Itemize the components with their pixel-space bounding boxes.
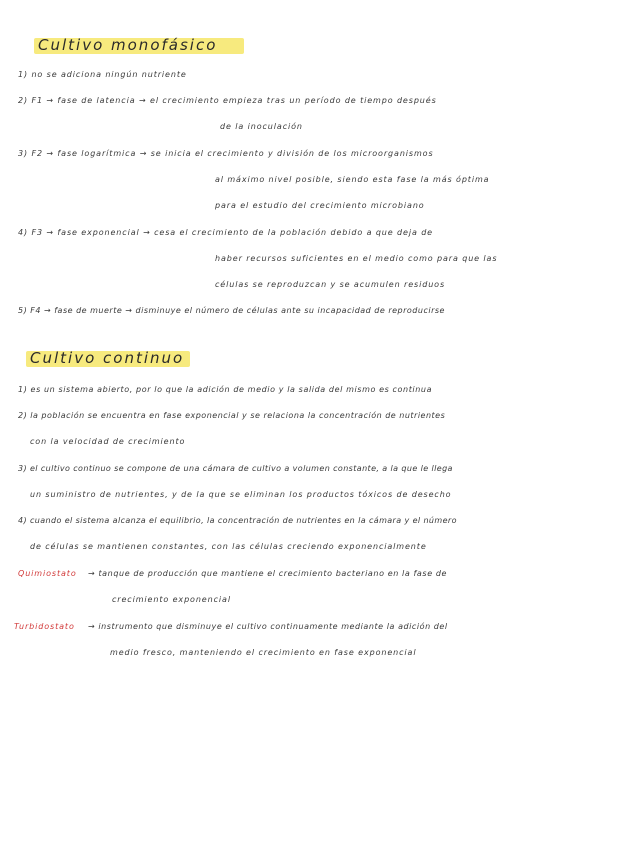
list-item: con la velocidad de crecimiento	[30, 437, 186, 446]
list-item: 4) F3 → fase exponencial → cesa el crecimiento de la población debido a que deja de	[18, 228, 434, 237]
definition-line: → tanque de producción que mantiene el crecimiento bacteriano en la fase de	[88, 569, 448, 578]
list-item: al máximo nivel posible, siendo esta fase la más óptima	[215, 175, 490, 184]
list-item: para el estudio del crecimiento microbiano	[215, 201, 425, 210]
definition-line: crecimiento exponencial	[112, 595, 231, 604]
section-title-text: Cultivo monofásico	[38, 36, 218, 54]
list-item: 1) es un sistema abierto, por lo que la adición de medio y la salida del mismo es continua	[18, 385, 433, 394]
list-item: de células se mantienen constantes, con las células creciendo exponencialmente	[30, 542, 427, 551]
term-quimiostato: Quimiostato	[18, 569, 77, 578]
definition-line: medio fresco, manteniendo el crecimiento en fase exponencial	[110, 648, 417, 657]
list-item: 3) F2 → fase logarítmica → se inicia el crecimiento y división de los microorganismos	[18, 149, 434, 158]
list-item: de la inoculación	[220, 122, 303, 131]
list-item: 1) no se adiciona ningún nutriente	[18, 70, 187, 79]
list-item: 4) cuando el sistema alcanza el equilibrio, la concentración de nutrientes en la cámara y el número	[18, 516, 457, 525]
definition-line: → instrumento que disminuye el cultivo continuamente mediante la adición del	[88, 622, 448, 631]
list-item: células se reproduzcan y se acumulen residuos	[215, 280, 446, 289]
term-turbidostato: Turbidostato	[14, 622, 75, 631]
list-item: 2) la población se encuentra en fase exponencial y se relaciona la concentración de nutrientes	[18, 411, 446, 420]
section-title-continuo	[26, 348, 188, 368]
list-item: haber recursos suficientes en el medio como para que las	[215, 254, 498, 263]
list-item: 3) el cultivo continuo se compone de una cámara de cultivo a volumen constante, a la que le llega	[18, 464, 453, 473]
section-title-text: Cultivo continuo	[30, 349, 185, 367]
list-item: un suministro de nutrientes, y de la que se eliminan los productos tóxicos de desecho	[30, 490, 452, 499]
list-item: 2) F1 → fase de latencia → el crecimiento empieza tras un período de tiempo después	[18, 96, 437, 105]
list-item: 5) F4 → fase de muerte → disminuye el número de células ante su incapacidad de reproducirse	[18, 306, 445, 315]
section-title-monofasico	[34, 35, 221, 55]
